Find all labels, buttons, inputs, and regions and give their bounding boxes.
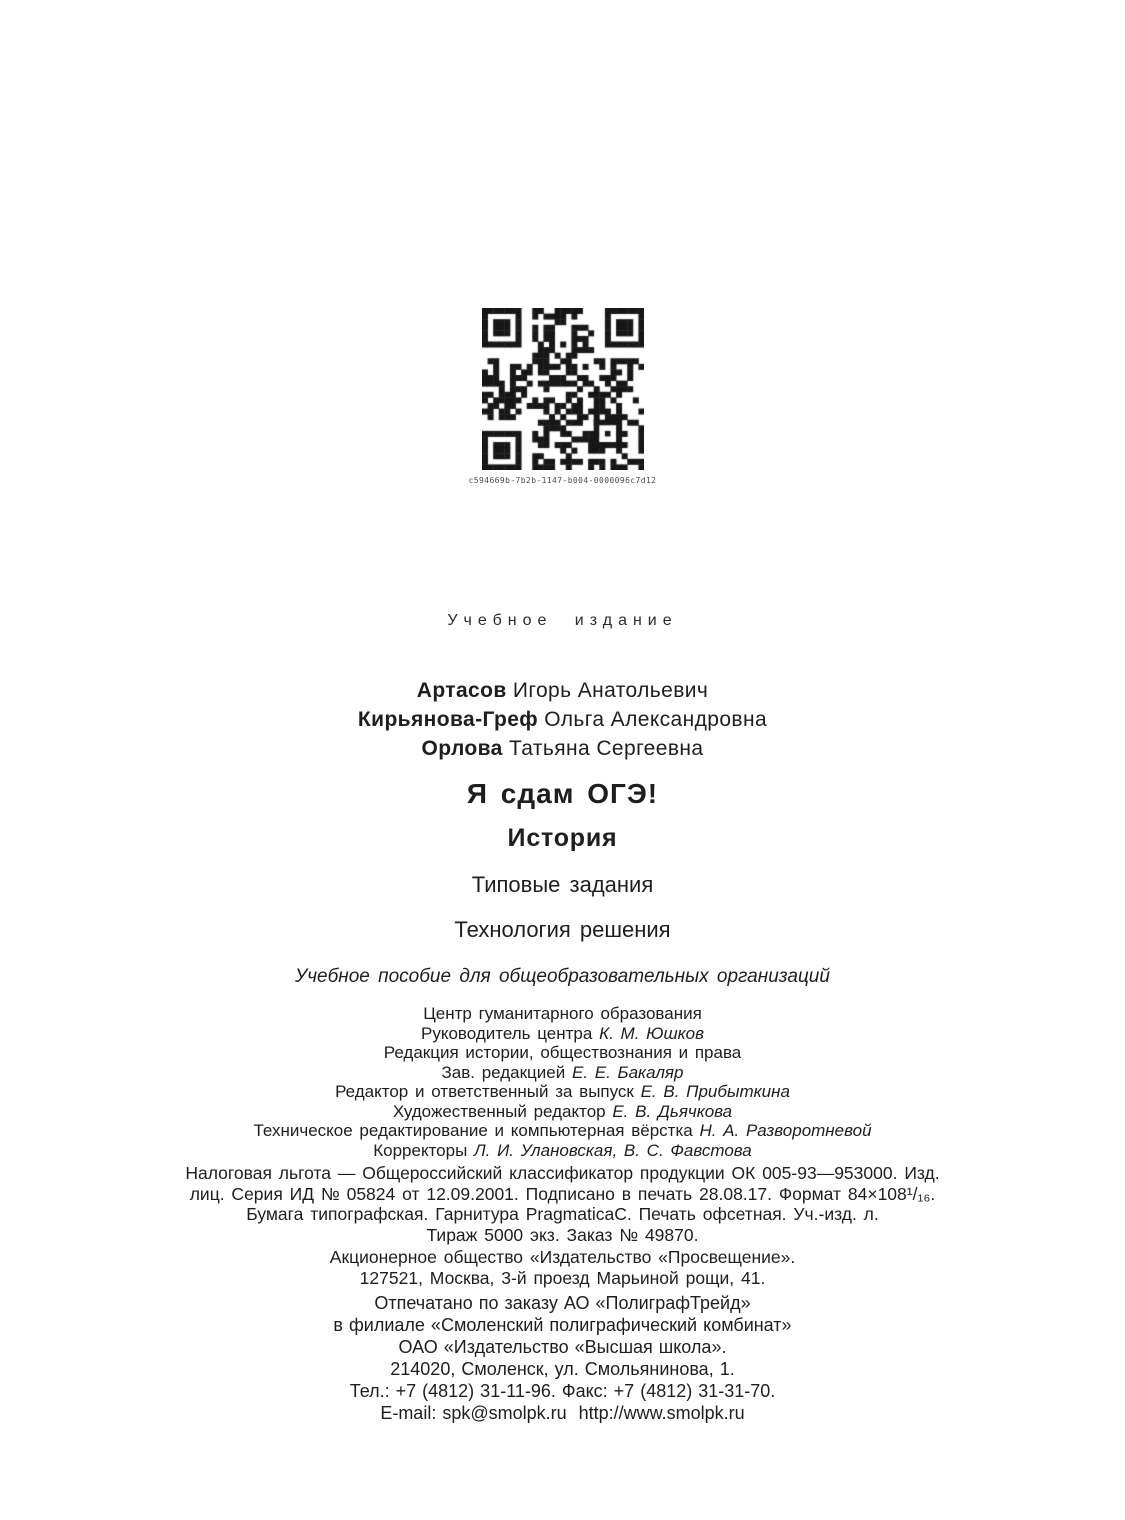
credit-person: Е. В. Дьячкова xyxy=(612,1101,733,1121)
publisher-name: Акционерное общество «Издательство «Просвещение». xyxy=(329,1247,796,1267)
credit-role: Руководитель центра xyxy=(421,1023,600,1043)
imprint-line: Тираж 5000 экз. Заказ № 49870. xyxy=(426,1224,699,1245)
book-subtitle: Типовые задания xyxy=(471,872,654,897)
credit-person: Е. В. Прибыткина xyxy=(640,1082,790,1101)
printing-line: в филиале «Смоленский полиграфический комбинат» xyxy=(333,1315,792,1335)
credit-person: К. М. Юшков xyxy=(599,1023,704,1043)
printing-line: E-mail: spk@smolpk.ru http://www.smolpk.ru xyxy=(380,1403,745,1423)
credit-line xyxy=(0,1043,1125,1063)
author-given-names: Татьяна Сергеевна xyxy=(502,737,704,760)
credit-person: Е. Е. Бакаляр xyxy=(571,1062,684,1082)
credit-role: Художественный редактор xyxy=(392,1101,613,1121)
printing-line: ОАО «Издательство «Высшая школа». xyxy=(398,1337,727,1357)
imprint-line: Бумага типографская. Гарнитура PragmaticaC. Печать офсетная. Уч.-изд. л. xyxy=(246,1204,879,1224)
credits-block xyxy=(0,1004,1125,1160)
credit-role: Техническое редактирование и компьютерная вёрстка xyxy=(253,1121,700,1140)
credit-person: Н. А. Разворотневой xyxy=(699,1121,872,1140)
edition-type-line: Учебное пособие для общеобразовательных организаций xyxy=(295,966,830,987)
author-line xyxy=(0,705,1125,734)
imprint-line: лиц. Серия ИД № 05824 от 12.09.2001. Подписано в печать 28.08.17. Формат 84×108¹/₁₆. xyxy=(189,1183,936,1204)
author-line xyxy=(0,676,1125,705)
credit-person: Л. И. Улановская, В. С. Фавстова xyxy=(474,1140,752,1160)
author-line xyxy=(0,734,1125,763)
author-surname: Артасов xyxy=(416,679,507,702)
credit-line xyxy=(0,1141,1125,1161)
authors-block xyxy=(0,676,1125,763)
author-given-names: Ольга Александровна xyxy=(538,708,768,731)
author-surname: Орлова xyxy=(421,737,503,760)
credit-line xyxy=(0,1004,1125,1024)
printing-line: Отпечатано по заказу АО «ПолиграфТрейд» xyxy=(374,1293,751,1313)
credit-line xyxy=(0,1121,1125,1141)
credit-line xyxy=(0,1082,1125,1102)
book-subject: История xyxy=(507,824,618,852)
qr-block xyxy=(0,308,1125,485)
credit-role: Центр гуманитарного образования xyxy=(423,1004,702,1023)
credit-line xyxy=(0,1102,1125,1122)
credit-line xyxy=(0,1024,1125,1044)
qr-code-icon xyxy=(482,308,644,470)
imprint-block xyxy=(0,1163,1125,1245)
edition-label: Учебное издание xyxy=(447,612,678,629)
credit-role: Редакция истории, обществознания и права xyxy=(383,1043,742,1062)
book-subtitle: Технология решения xyxy=(454,917,671,942)
printing-line: Тел.: +7 (4812) 31-11-96. Факс: +7 (4812) 31-31-70. xyxy=(349,1381,776,1401)
qr-caption: c594669b-7b2b-1147-b004-0000096c7d12 xyxy=(468,476,657,485)
credit-line xyxy=(0,1063,1125,1083)
publisher-block xyxy=(0,1247,1125,1288)
printing-block xyxy=(0,1292,1125,1424)
imprint-line: Налоговая льгота — Общероссийский классификатор продукции ОК 005-93—953000. Изд. xyxy=(185,1163,940,1183)
author-given-names: Игорь Анатольевич xyxy=(506,679,709,702)
credit-role: Корректоры xyxy=(373,1140,475,1160)
author-surname: Кирьянова-Греф xyxy=(357,708,539,731)
publisher-address: 127521, Москва, 3-й проезд Марьиной рощи, 41. xyxy=(359,1267,766,1288)
printing-line: 214020, Смоленск, ул. Смольянинова, 1. xyxy=(390,1359,735,1379)
book-title: Я сдам ОГЭ! xyxy=(466,778,659,809)
credit-role: Редактор и ответственный за выпуск xyxy=(335,1082,641,1101)
credit-role: Зав. редакцией xyxy=(441,1062,572,1082)
